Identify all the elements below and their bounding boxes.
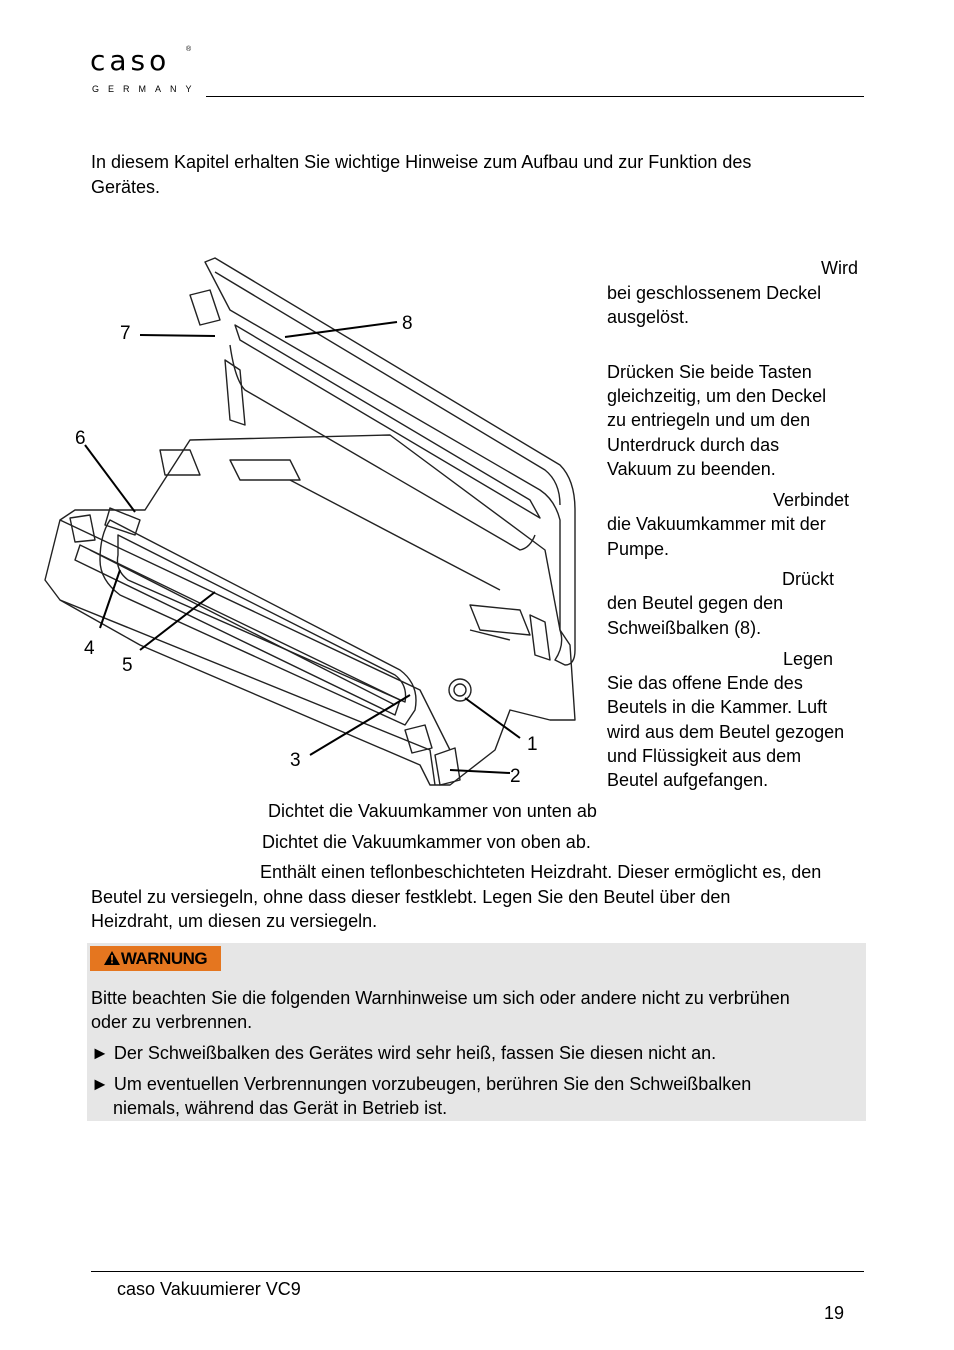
callout-5: 5: [122, 655, 133, 676]
intro-line-1: In diesem Kapitel erhalten Sie wichtige Hinweise zum Aufbau und zur Funktion des: [91, 152, 752, 172]
item4-line-3: Schweißbalken (8).: [607, 618, 762, 638]
bullet-arrow-icon: ►: [91, 1043, 109, 1063]
item1-line-3: ausgelöst.: [607, 307, 690, 327]
intro-line-2: Gerätes.: [91, 177, 161, 197]
item3-line-3: Pumpe.: [607, 539, 670, 559]
warning-badge-label: WARNUNG: [120, 949, 208, 968]
item5-line-2: Sie das offene Ende des: [607, 673, 803, 693]
warning-bullet-2: [91, 1072, 751, 1097]
item4-line-1: Drückt: [782, 569, 835, 589]
warning-bullet-1-text: Der Schweißbalken des Gerätes wird sehr heiß, fassen Sie diesen nicht an.: [113, 1043, 717, 1063]
item5-line-5: und Flüssigkeit aus dem: [607, 746, 802, 766]
callout-7: 7: [120, 323, 131, 344]
callout-1: 1: [527, 734, 538, 755]
item2-line-2: gleichzeitig, um den Deckel: [607, 386, 827, 406]
item4-line-2: den Beutel gegen den: [607, 593, 784, 613]
item2-line-5: Vakuum zu beenden.: [607, 459, 776, 479]
item5-line-1: Legen: [783, 649, 834, 669]
warning-intro-line-2: oder zu verbrennen.: [91, 1012, 253, 1032]
callout-2: 2: [510, 766, 521, 787]
item2-line-4: Unterdruck durch das: [607, 435, 780, 455]
item2-line-1: Drücken Sie beide Tasten: [607, 362, 812, 382]
item3-line-1: Verbindet: [773, 490, 850, 510]
logo-subtitle: GERMANY: [92, 84, 201, 94]
warning-bullet-1: [91, 1041, 716, 1066]
warning-triangle-icon: [104, 951, 120, 965]
warning-badge: [90, 946, 221, 971]
device-diagram: [40, 250, 595, 795]
item8-line-2: Beutel zu versiegeln, ohne dass dieser festklebt. Legen Sie den Beutel über den: [91, 887, 731, 907]
callout-6: 6: [75, 428, 86, 449]
bullet-arrow-icon: ►: [91, 1074, 109, 1094]
item5-line-4: wird aus dem Beutel gezogen: [607, 722, 845, 742]
callout-4: 4: [84, 638, 95, 659]
warning-bullet-2-line-2: niemals, während das Gerät in Betrieb ist.: [113, 1098, 448, 1118]
callout-3: 3: [290, 750, 301, 771]
page-number: 19: [824, 1303, 845, 1323]
warning-intro-line-1: Bitte beachten Sie die folgenden Warnhinweise um sich oder andere nicht zu verbrühen: [91, 988, 790, 1008]
item3-line-2: die Vakuumkammer mit der: [607, 514, 826, 534]
caso-logo: [76, 32, 206, 106]
item1-line-2: bei geschlossenem Deckel: [607, 283, 822, 303]
item1-line-1: Wird: [821, 258, 858, 278]
callout-8: 8: [402, 313, 413, 334]
footer-rule: [91, 1271, 864, 1272]
header-rule: [206, 96, 864, 97]
item7-description: Dichtet die Vakuumkammer von oben ab.: [262, 832, 591, 852]
item2-line-3: zu entriegeln und um den: [607, 410, 811, 430]
item6-description: Dichtet die Vakuumkammer von unten ab: [268, 801, 597, 821]
item8-line-3: Heizdraht, um diesen zu versiegeln.: [91, 911, 378, 931]
item5-line-6: Beutel aufgefangen.: [607, 770, 769, 790]
item5-line-3: Beutels in die Kammer. Luft: [607, 697, 828, 717]
warning-bullet-2-text: Um eventuellen Verbrennungen vorzubeugen, berühren Sie den Schweißbalken: [113, 1074, 752, 1094]
item8-line-1: Enthält einen teflonbeschichteten Heizdraht. Dieser ermöglicht es, den: [260, 862, 822, 882]
footer-product-name: caso Vakuumierer VC9: [117, 1279, 301, 1299]
logo-registered-mark: ®: [186, 46, 192, 53]
logo-wordmark: caso: [90, 44, 171, 77]
